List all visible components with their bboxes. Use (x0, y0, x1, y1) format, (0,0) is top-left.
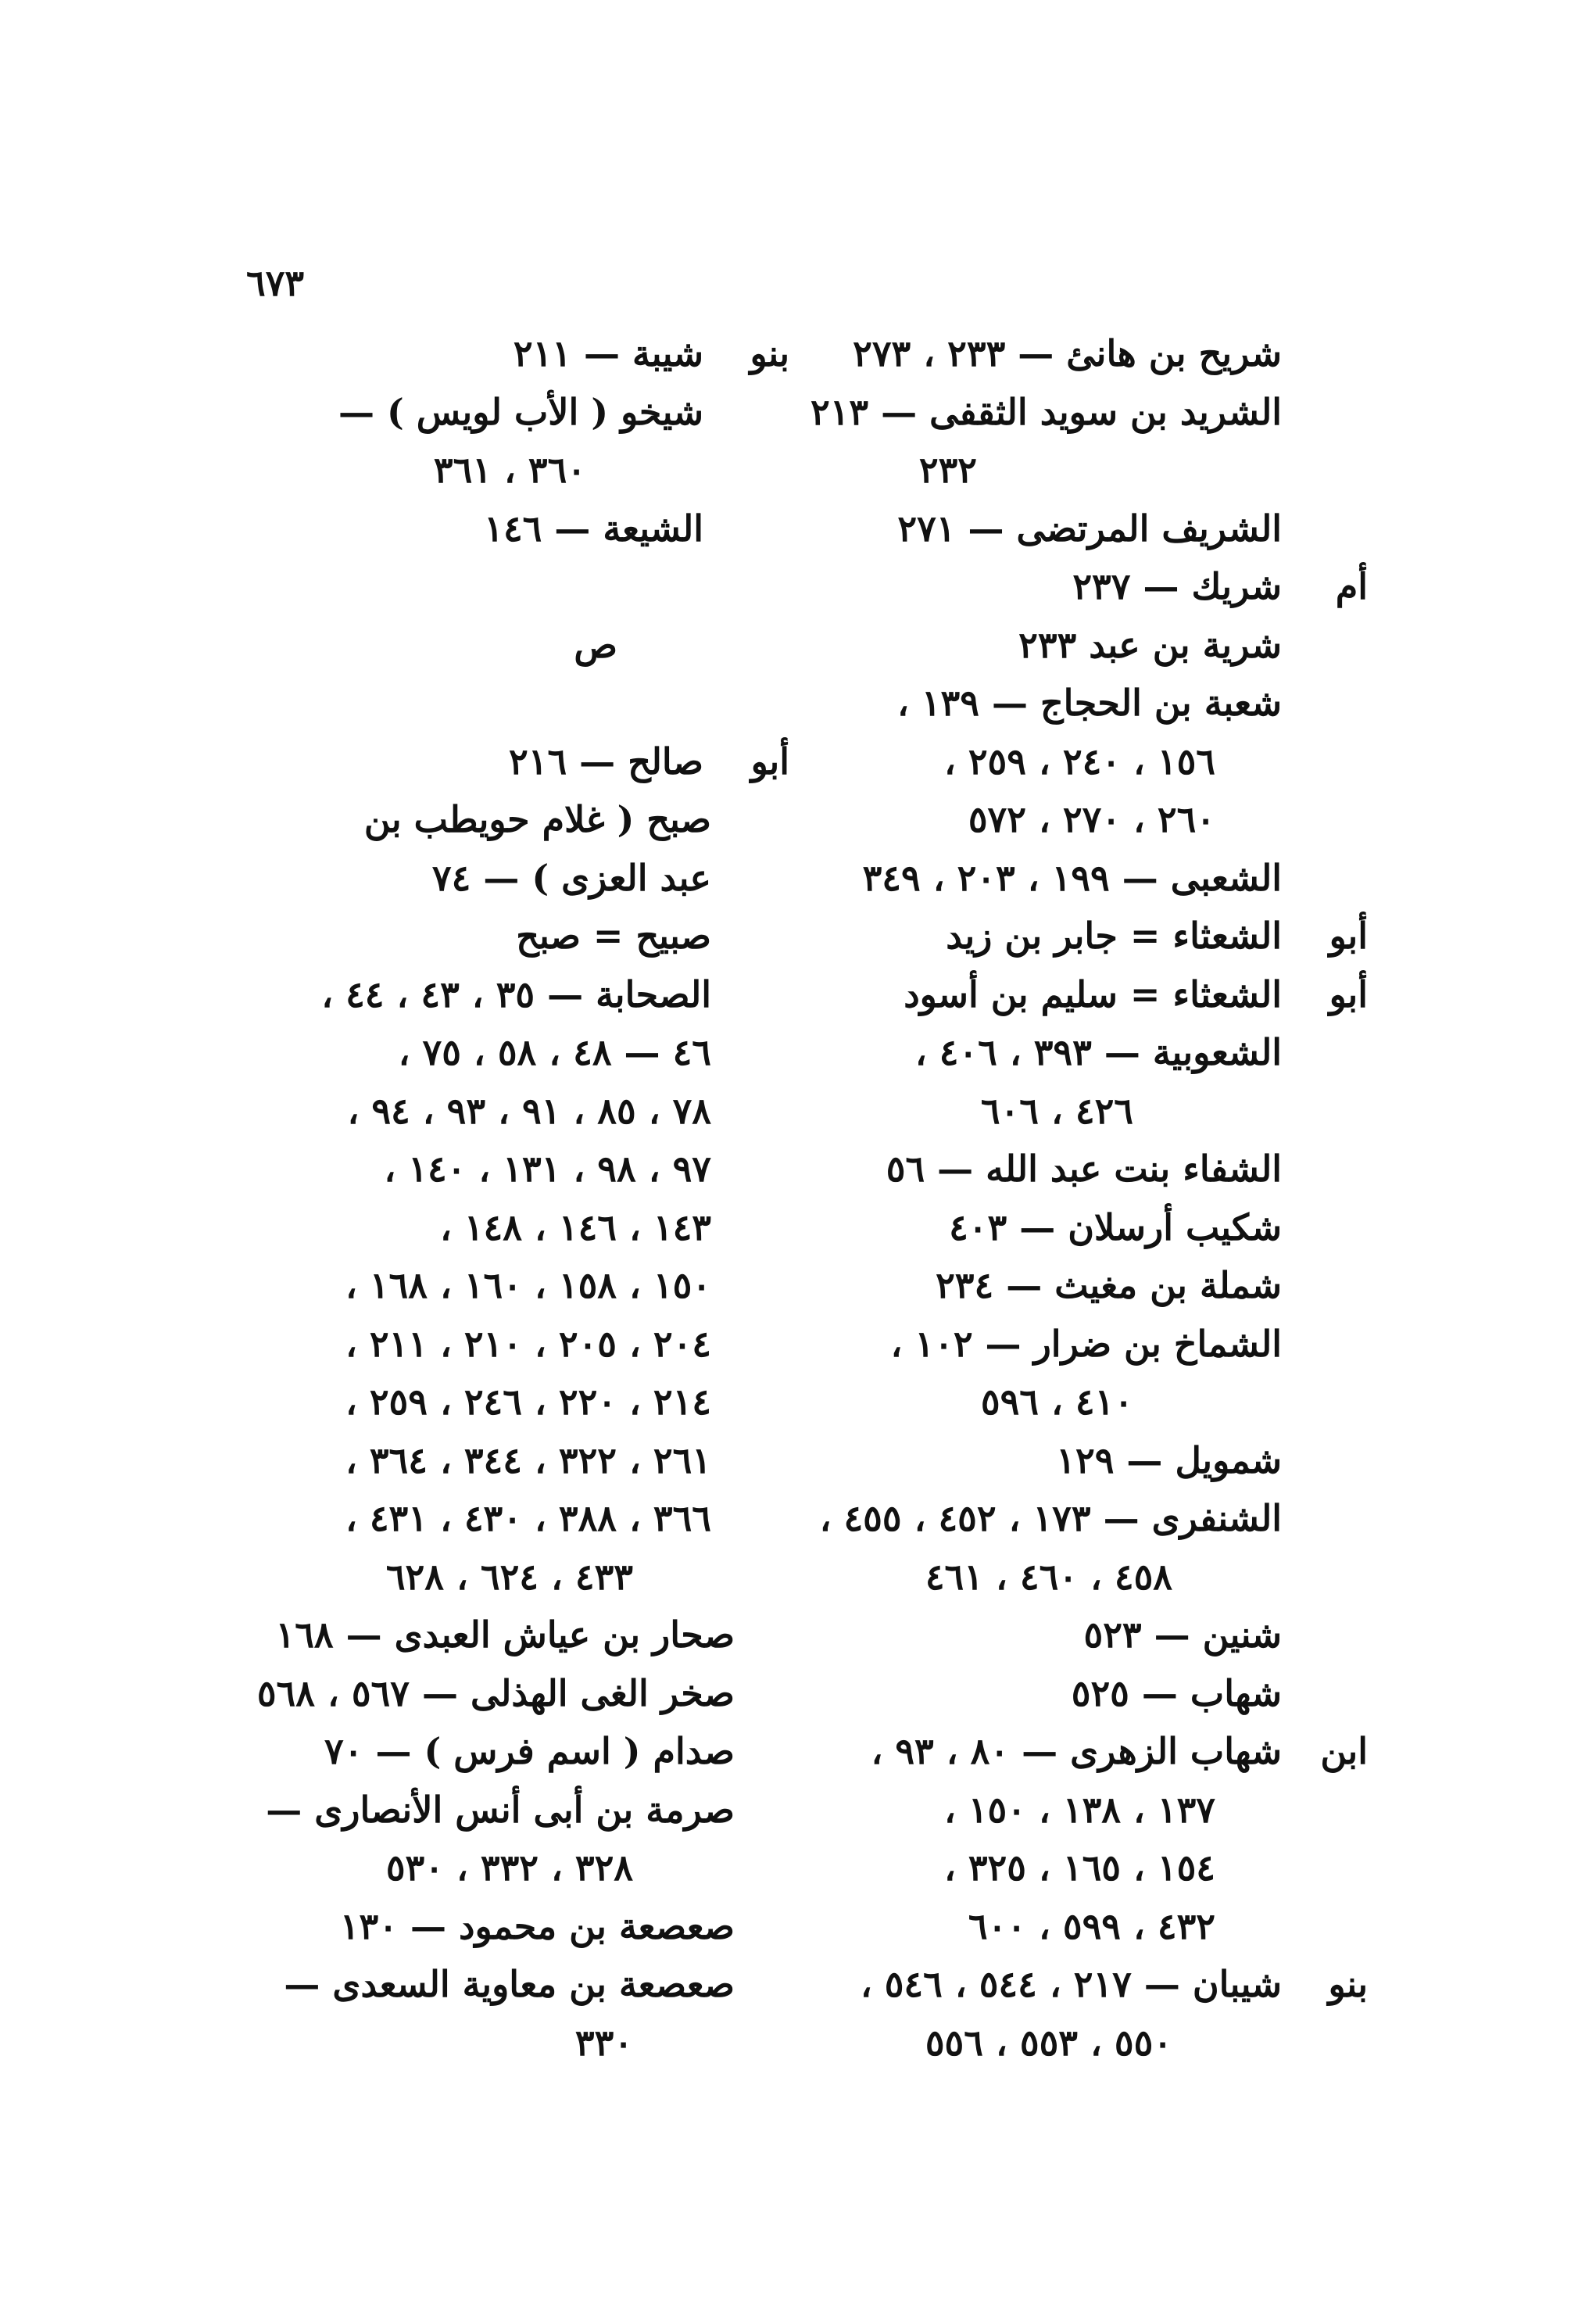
index-entry (805, 1198, 1368, 1257)
entry-text: ٤٣٢ ، ٥٩٩ ، ٦٠٠ (968, 1904, 1215, 1947)
index-entry (258, 2014, 789, 2072)
entry-text: صخر الغى الهذلى — ٥٦٧ ، ٥٦٨ (256, 1671, 735, 1714)
index-column-right (805, 324, 1368, 2072)
entry-text: شعبة بن الحجاج — ١٣٩ ، (896, 682, 1282, 724)
entry-text: ٣٦٠ ، ٣٦١ (433, 449, 586, 491)
entry-prefix: بنو (1328, 1963, 1368, 2005)
index-entry (258, 1431, 789, 1490)
entry-text: الشعثاء = جابر بن زيد (946, 915, 1282, 957)
entry-text: ٤٣٣ ، ٦٢٤ ، ٦٢٨ (385, 1555, 633, 1598)
entry-text: شريح بن هانئ — ٢٣٣ ، ٢٧٣ (853, 332, 1282, 374)
index-entry (805, 849, 1368, 908)
index-entry (805, 616, 1368, 675)
index-entry (805, 441, 1368, 500)
entry-prefix: أبو (750, 740, 789, 783)
index-entry (258, 1548, 789, 1606)
index-entry (258, 616, 789, 675)
entry-text: صبيح = صبح (516, 915, 711, 957)
index-entry (805, 907, 1368, 965)
entry-text: شرية بن عبد ٢٣٣ (1018, 623, 1282, 666)
index-entry (258, 1489, 789, 1548)
entry-text: صالح — ٢١٦ (509, 740, 703, 783)
index-column-left (258, 324, 789, 2072)
index-entry (805, 324, 1368, 383)
entry-text: ٤٢٦ ، ٦٠٦ (980, 1089, 1133, 1132)
index-entry (258, 500, 789, 558)
index-entry (805, 383, 1368, 442)
entry-prefix: بنو (750, 332, 789, 374)
index-entry (258, 907, 789, 965)
index-entry (258, 965, 789, 1024)
entry-text: ١٥٦ ، ٢٤٠ ، ٢٥٩ ، (943, 740, 1215, 783)
entry-text: ٢٦١ ، ٣٢٢ ، ٣٤٤ ، ٣٦٤ ، (345, 1438, 711, 1481)
entry-text: ٣٦٦ ، ٣٨٨ ، ٤٣٠ ، ٤٣١ ، (345, 1497, 711, 1539)
entry-text: صرمة بن أبى أنس الأنصارى — (266, 1788, 735, 1831)
index-entry (805, 1722, 1368, 1781)
index-entry (805, 1897, 1368, 1956)
entry-text: ٩٧ ، ٩٨ ، ١٣١ ، ١٤٠ ، (384, 1148, 711, 1190)
entry-text: الشعوبية — ٣٩٣ ، ٤٠٦ ، (914, 1031, 1282, 1073)
index-entry (805, 1839, 1368, 1897)
entry-text: ٢٦٠ ، ٢٧٠ ، ٥٧٢ (968, 798, 1215, 840)
entry-text: الشماخ بن ضرار — ١٠٢ ، (890, 1322, 1282, 1365)
entry-text: شريك — ٢٣٧ (1072, 565, 1282, 607)
entry-text: شيخو ( الأب لويس ) — (338, 390, 703, 433)
index-entry (258, 1664, 789, 1723)
entry-text: شهاب — ٥٢٥ (1071, 1671, 1282, 1714)
index-entry (805, 1140, 1368, 1198)
entry-text: ٣٣٠ (574, 2021, 633, 2064)
index-entry (805, 1315, 1368, 1374)
index-entry (258, 1897, 789, 1956)
index-entry (805, 1606, 1368, 1664)
index-entry (258, 1023, 789, 1082)
index-entry (258, 1722, 789, 1781)
index-entry (258, 1373, 789, 1431)
entry-text: ١٥٤ ، ١٦٥ ، ٣٢٥ ، (943, 1846, 1215, 1889)
entry-text: الشعثاء = سليم بن أسود (904, 972, 1282, 1015)
entry-prefix: أبو (1329, 972, 1368, 1015)
index-entry (805, 1489, 1368, 1548)
index-entry (258, 1198, 789, 1257)
index-entry (805, 500, 1368, 558)
entry-text: ٣٢٨ ، ٣٣٢ ، ٥٣٠ (385, 1846, 633, 1889)
entry-text: صعصعة بن محمود — ١٣٠ (339, 1904, 735, 1947)
entry-prefix: أبو (1329, 915, 1368, 957)
entry-text: الشريف المرتضى — ٢٧١ (897, 507, 1282, 550)
entry-text: صحار بن عياش العبدى — ١٦٨ (275, 1614, 735, 1656)
index-entry (258, 1256, 789, 1315)
index-entry (258, 1781, 789, 1839)
entry-text: ٤٦ — ٤٨ ، ٥٨ ، ٧٥ ، (398, 1031, 711, 1073)
entry-text: الشنفرى — ١٧٣ ، ٤٥٢ ، ٤٥٥ ، (819, 1497, 1282, 1539)
index-entry (805, 1664, 1368, 1723)
entry-text: ٧٨ ، ٨٥ ، ٩١ ، ٩٣ ، ٩٤ ، (347, 1089, 711, 1132)
entry-text: ١٤٣ ، ١٤٦ ، ١٤٨ ، (439, 1205, 711, 1248)
entry-prefix: ابن (1320, 1730, 1368, 1772)
entry-text: ص (574, 623, 617, 666)
index-entry (258, 1955, 789, 2014)
index-entry (258, 1606, 789, 1664)
entry-text: الشريد بن سويد الثقفى — ٢١٣ (811, 390, 1282, 433)
entry-text: ٢١٤ ، ٢٢٠ ، ٢٤٦ ، ٢٥٩ ، (345, 1381, 711, 1423)
index-entry (258, 674, 789, 732)
entry-text: شيبة — ٢١١ (513, 332, 703, 374)
entry-text: شمويل — ١٢٩ (1056, 1438, 1282, 1481)
entry-text: صدام ( اسم فرس ) — ٧٠ (324, 1730, 735, 1772)
index-entry (805, 674, 1368, 732)
index-entry (805, 1082, 1368, 1141)
entry-text: ٢٠٤ ، ٢٠٥ ، ٢١٠ ، ٢١١ ، (345, 1322, 711, 1365)
index-entry (805, 1256, 1368, 1315)
index-entry (258, 732, 789, 791)
page-number: ٦٧٣ (246, 262, 305, 304)
entry-prefix: أم (1335, 565, 1368, 607)
index-entry (805, 1781, 1368, 1839)
index-entry (258, 1839, 789, 1897)
entry-text: الشعبى — ١٩٩ ، ٢٠٣ ، ٣٤٩ (862, 856, 1282, 899)
entry-text: عبد العزى ) — ٧٤ (431, 856, 711, 899)
index-entry (805, 1431, 1368, 1490)
index-entry (258, 557, 789, 616)
entry-text: شهاب الزهرى — ٨٠ ، ٩٣ ، (871, 1730, 1282, 1772)
index-entry (805, 1548, 1368, 1606)
entry-text: صبح ( غلام حويطب بن (363, 798, 711, 840)
entry-text: الشيعة — ١٤٦ (484, 507, 703, 550)
index-entry (805, 1955, 1368, 2014)
index-entry (805, 557, 1368, 616)
entry-text: ١٣٧ ، ١٣٨ ، ١٥٠ ، (943, 1788, 1215, 1831)
index-entry (258, 1140, 789, 1198)
index-entry (805, 965, 1368, 1024)
index-entry (258, 1315, 789, 1374)
entry-text: ٤٥٨ ، ٤٦٠ ، ٤٦١ (925, 1555, 1172, 1598)
index-entry (258, 324, 789, 383)
entry-text: شملة بن مغيث — ٢٣٤ (936, 1264, 1282, 1306)
index-entry (805, 790, 1368, 849)
entry-text: الصحابة — ٣٥ ، ٤٣ ، ٤٤ ، (321, 972, 711, 1015)
entry-text: شكيب أرسلان — ٤٠٣ (949, 1205, 1282, 1248)
entry-text: صعصعة بن معاوية السعدى — (284, 1963, 735, 2005)
entry-text: شنين — ٥٢٣ (1083, 1614, 1282, 1656)
entry-text: ٤١٠ ، ٥٩٦ (980, 1381, 1133, 1423)
index-entry (258, 441, 789, 500)
index-entry (805, 1373, 1368, 1431)
entry-text: الشفاء بنت عبد الله — ٥٦ (886, 1148, 1282, 1190)
index-entry (258, 1082, 789, 1141)
index-entry (805, 1023, 1368, 1082)
entry-text: ٥٥٠ ، ٥٥٣ ، ٥٥٦ (925, 2021, 1172, 2064)
entry-text: ٢٣٢ (918, 449, 977, 491)
entry-text: شيبان — ٢١٧ ، ٥٤٤ ، ٥٤٦ ، (860, 1963, 1282, 2005)
entry-text: ١٥٠ ، ١٥٨ ، ١٦٠ ، ١٦٨ ، (345, 1264, 711, 1306)
index-entry (258, 383, 789, 442)
index-entry (258, 849, 789, 908)
index-entry (805, 732, 1368, 791)
index-entry (258, 790, 789, 849)
index-entry (805, 2014, 1368, 2072)
